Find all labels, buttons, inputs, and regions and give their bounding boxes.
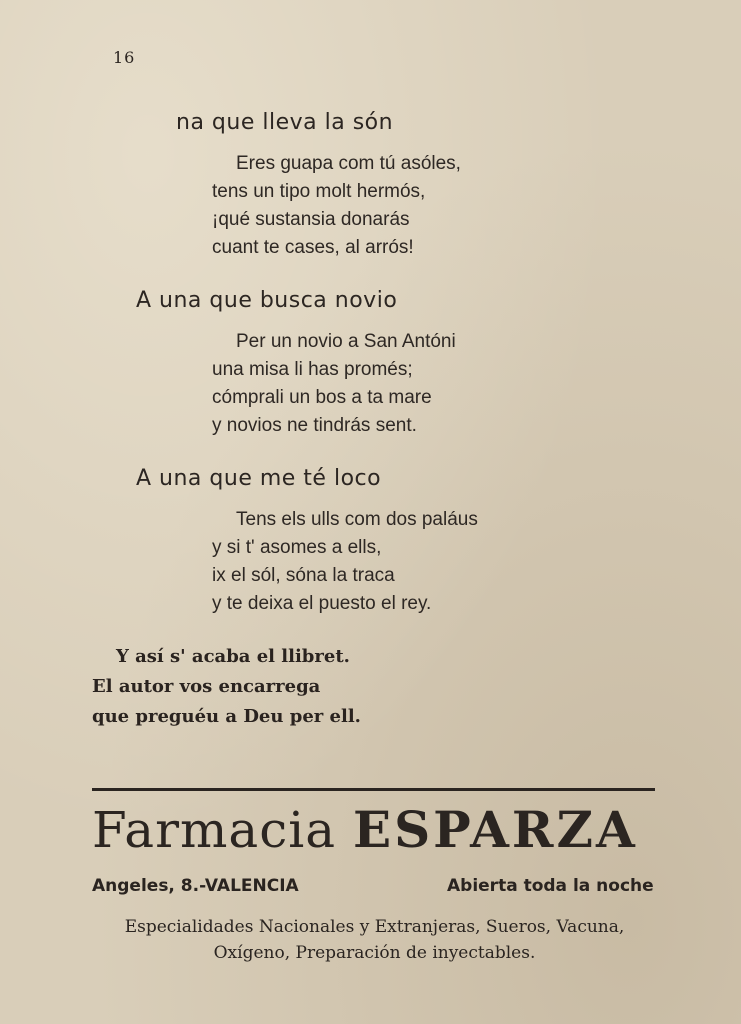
verse-line: Tens els ulls com dos paláus (236, 509, 478, 530)
ad-name-prefix: Farmacia (92, 801, 337, 859)
poem-verse (212, 328, 456, 440)
ad-address: Angeles, 8.-VALENCIA (92, 876, 299, 896)
poem-heading: na que lleva la són (176, 110, 394, 135)
verse-line: Eres guapa com tú asóles, (236, 153, 461, 174)
poem-verse (212, 150, 461, 262)
ad-pharmacy-name (92, 800, 657, 859)
ad-divider (92, 788, 655, 791)
closing-line: El autor vos encarrega (92, 676, 321, 697)
closing-line: Y así s' acaba el llibret. (116, 646, 350, 667)
verse-line: tens un tipo molt hermós, (212, 181, 426, 202)
ad-name-brand: ESPARZA (352, 800, 638, 859)
poem-heading: A una que busca novio (136, 288, 398, 313)
ad-hours: Abierta toda la noche (447, 876, 654, 896)
verse-line: y si t' asomes a ells, (212, 537, 382, 558)
page-number: 16 (113, 48, 136, 67)
poem-verse (212, 506, 478, 618)
verse-line: ix el sól, sóna la traca (212, 565, 395, 586)
poem-heading: A una que me té loco (136, 466, 382, 491)
verse-line: ¡qué sustansia donarás (212, 209, 410, 230)
ad-specialties-line: Especialidades Nacionales y Extranjeras, Sueros, Vacuna, (124, 917, 625, 937)
verse-line: Per un novio a San Antóni (236, 331, 456, 352)
verse-line: una misa li has promés; (212, 359, 413, 380)
verse-line: cómprali un bos a ta mare (212, 387, 432, 408)
closing-line: que preguéu a Deu per ell. (92, 706, 361, 727)
verse-line: y te deixa el puesto el rey. (212, 593, 432, 614)
verse-line: cuant te cases, al arrós! (212, 237, 414, 258)
ad-specialties-line: Oxígeno, Preparación de inyectables. (213, 943, 536, 963)
closing-stanza (92, 642, 361, 732)
ad-specialties (92, 914, 657, 966)
verse-line: y novios ne tindrás sent. (212, 415, 417, 436)
